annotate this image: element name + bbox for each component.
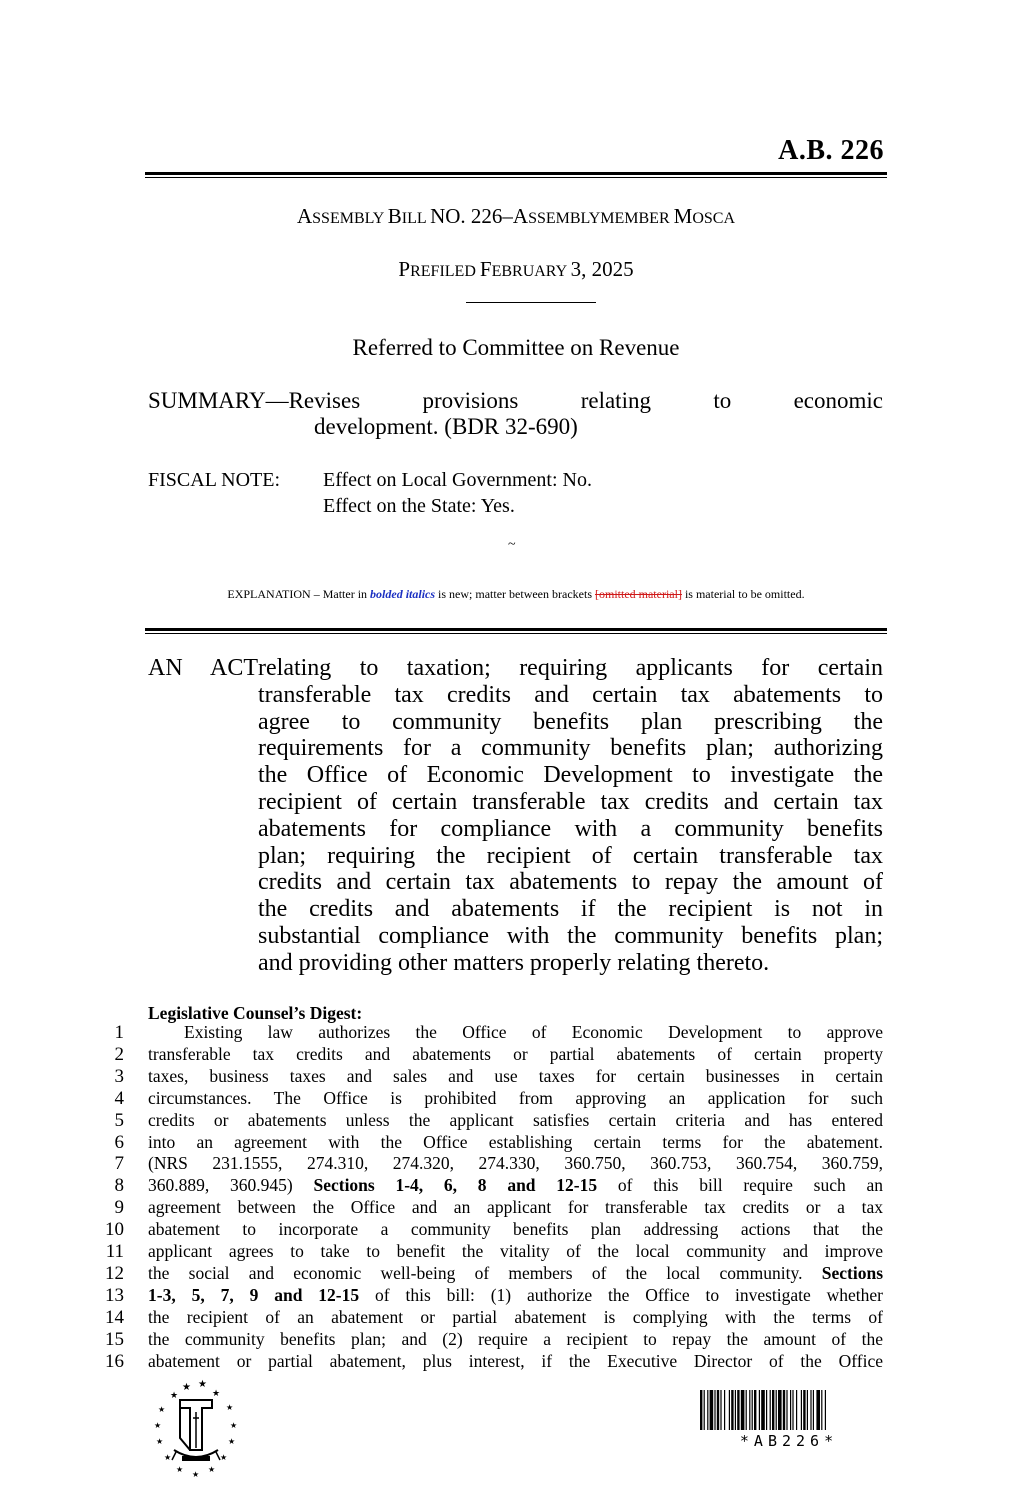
- svg-text:★: ★: [230, 1421, 238, 1430]
- barcode-bar: [776, 1390, 777, 1430]
- barcode-bar: [801, 1390, 802, 1430]
- barcode-bar: [816, 1390, 820, 1430]
- svg-text:★: ★: [208, 1465, 216, 1474]
- omitted-matter-sample: [omitted material]: [594, 587, 682, 601]
- svg-text:★: ★: [226, 1403, 234, 1412]
- svg-text:★: ★: [154, 1421, 162, 1430]
- barcode-bar: [720, 1390, 721, 1430]
- line-number: 14: [105, 1306, 124, 1328]
- line-number: 11: [105, 1241, 124, 1263]
- digest-line: 7 (NRS 231.1555, 274.310, 274.320, 274.330, 360.750, 360.753, 360.754, 360.759,: [100, 1153, 883, 1175]
- digest-line: 6 into an agreement with the Office establishing certain terms for the abatement.: [100, 1132, 883, 1154]
- barcode-bar: [766, 1390, 767, 1430]
- barcode-bar: [714, 1390, 715, 1430]
- line-number: 4: [114, 1087, 124, 1109]
- line-number: 10: [105, 1219, 124, 1241]
- summary: [148, 388, 883, 440]
- summary-first-line: SUMMARY—Revises provisions relating to economic: [148, 388, 883, 413]
- barcode-bar: [761, 1390, 765, 1430]
- line-number: 15: [105, 1328, 124, 1350]
- barcode-bar: [746, 1390, 747, 1430]
- barcode-icon: [700, 1390, 878, 1430]
- svg-text:★: ★: [164, 1453, 172, 1462]
- barcode-bar: [790, 1390, 791, 1430]
- fiscal-state: Effect on the State: Yes.: [323, 495, 515, 517]
- line-number: 12: [105, 1262, 124, 1284]
- digest-line: 9 agreement between the Office and an applicant for transferable tax credits or a tax: [100, 1197, 883, 1219]
- header-double-rule: [145, 172, 887, 178]
- barcode-bar: [786, 1390, 787, 1430]
- new-matter-sample: bolded italics: [370, 587, 436, 601]
- act-line: credits and certain tax abatements to repay the amount of: [258, 869, 883, 896]
- fiscal-note-label: FISCAL NOTE:: [148, 469, 281, 491]
- digest-line: 8 360.889, 360.945) Sections 1-4, 6, 8 and 12-15 of this bill require such an: [100, 1175, 883, 1197]
- act-title: [148, 655, 883, 977]
- digest-body: [100, 1022, 883, 1373]
- barcode-bar: [707, 1390, 708, 1430]
- line-number: 7: [114, 1153, 124, 1175]
- state-seal-icon: [150, 1378, 242, 1478]
- barcode-bar: [704, 1390, 705, 1430]
- tilde-mark: ~: [508, 537, 516, 552]
- barcode-bar: [770, 1390, 771, 1430]
- svg-text:★: ★: [156, 1437, 164, 1446]
- act-line: abatements for compliance with a community benefits: [258, 815, 883, 842]
- barcode-bar: [783, 1390, 785, 1430]
- act-line: the Office of Economic Development to investigate the: [258, 762, 883, 789]
- svg-text:★: ★: [176, 1465, 184, 1474]
- digest-line: 10 abatement to incorporate a community benefits plan addressing actions that the: [100, 1219, 883, 1241]
- barcode-bar: [724, 1390, 725, 1430]
- barcode-caption: *AB226*: [739, 1432, 839, 1450]
- svg-text:★: ★: [198, 1379, 207, 1390]
- digest-line: 15 the community benefits plan; and (2) require a recipient to repay the amount of the: [100, 1329, 883, 1351]
- digest-line: 11 applicant agrees to take to benefit the vitality of the local community and improve: [100, 1241, 883, 1263]
- line-number: 16: [105, 1350, 124, 1372]
- barcode-bar: [807, 1390, 808, 1430]
- barcode-bar: [731, 1390, 733, 1430]
- act-line: and providing other matters properly relating thereto.: [258, 949, 770, 976]
- act-line: requirements for a community benefits plan; authorizing: [258, 735, 883, 762]
- act-line: recipient of certain transferable tax credits and certain tax: [258, 788, 883, 815]
- line-number: 9: [114, 1197, 124, 1219]
- summary-continuation: development. (BDR 32-690): [314, 414, 578, 439]
- barcode-bar: [754, 1390, 756, 1430]
- prefiled-date: PREFILED FEBRUARY 3, 2025: [398, 257, 634, 281]
- barcode-bar: [813, 1390, 814, 1430]
- explanation-note: EXPLANATION – Matter in bolded italics is new; matter between brackets [omitted material] is material to be omitted.: [227, 587, 805, 601]
- barcode-bar: [825, 1390, 826, 1430]
- barcode-bar: [792, 1390, 793, 1430]
- line-number: 2: [114, 1043, 124, 1065]
- digest-line: 16 abatement or partial abatement, plus interest, if the Executive Director of the Office: [100, 1351, 883, 1373]
- act-line: transferable tax credits and certain tax abatements to: [258, 681, 883, 708]
- barcode-bar: [796, 1390, 797, 1430]
- heading-divider: [466, 302, 596, 303]
- barcode-bar: [778, 1390, 782, 1430]
- digest-line: 3 taxes, business taxes and sales and use taxes for certain businesses in certain: [100, 1066, 883, 1088]
- act-line: AN ACT relating to taxation; requiring applicants for certain: [148, 655, 883, 681]
- barcode-bar: [752, 1390, 753, 1430]
- svg-text:★: ★: [158, 1405, 166, 1414]
- digest-line: 5 credits or abatements unless the applicant satisfies certain criteria and has entered: [100, 1110, 883, 1132]
- svg-text:★: ★: [192, 1470, 200, 1478]
- act-line: agree to community benefits plan prescribing the: [258, 708, 883, 735]
- svg-text:★: ★: [228, 1437, 236, 1446]
- digest-line: 13 1-3, 5, 7, 9 and 12-15 of this bill: (1) authorize the Office to investigate whether: [100, 1285, 883, 1307]
- digest-line: 2 transferable tax credits and abatements or partial abatements of certain property: [100, 1044, 883, 1066]
- svg-text:★: ★: [170, 1391, 179, 1401]
- digest-line: 1 Existing law authorizes the Office of Economic Development to approve: [100, 1022, 883, 1044]
- line-number: 3: [114, 1065, 124, 1087]
- act-line: plan; requiring the recipient of certain transferable tax: [258, 842, 883, 869]
- barcode-bar: [772, 1390, 774, 1430]
- digest-line: 4 circumstances. The Office is prohibited from approving an application for such: [100, 1088, 883, 1110]
- barcode-bar: [729, 1390, 730, 1430]
- svg-text:★: ★: [182, 1382, 191, 1393]
- svg-text:★: ★: [220, 1453, 228, 1462]
- committee-referral: Referred to Committee on Revenue: [352, 335, 680, 360]
- digest-line: 14 the recipient of an abatement or partial abatement is complying with the terms of: [100, 1307, 883, 1329]
- barcode-bar: [710, 1390, 714, 1430]
- act-line: substantial compliance with the community benefits plan;: [258, 922, 883, 949]
- line-number: 6: [114, 1131, 124, 1153]
- line-number: 13: [105, 1284, 124, 1306]
- fiscal-local: Effect on Local Government: No.: [323, 469, 592, 491]
- bill-heading: ASSEMBLY BILL NO. 226–ASSEMBLYMEMBER MOSCA: [296, 204, 735, 228]
- explanation-double-rule: [145, 628, 887, 634]
- svg-text:★: ★: [212, 1389, 221, 1399]
- line-number: 5: [114, 1109, 124, 1131]
- act-line: the credits and abatements if the recipient is not in: [258, 896, 883, 923]
- line-number: 1: [114, 1022, 124, 1043]
- barcode-bar: [749, 1390, 750, 1430]
- barcode-bar: [821, 1390, 822, 1430]
- barcode-bar: [810, 1390, 811, 1430]
- barcode-bar: [741, 1390, 745, 1430]
- barcode-bar: [700, 1390, 702, 1430]
- digest-line: 12 the social and economic well-being of members of the local community. Sections: [100, 1263, 883, 1285]
- barcode-bar: [735, 1390, 736, 1430]
- barcode-bar: [737, 1390, 739, 1430]
- barcode-bar: [759, 1390, 760, 1430]
- bill-number: A.B. 226: [778, 135, 884, 166]
- line-number: 8: [114, 1175, 124, 1197]
- fiscal-note: [148, 467, 592, 519]
- barcode-bar: [717, 1390, 719, 1430]
- digest-title: Legislative Counsel’s Digest:: [148, 1003, 363, 1023]
- barcode-bar: [803, 1390, 805, 1430]
